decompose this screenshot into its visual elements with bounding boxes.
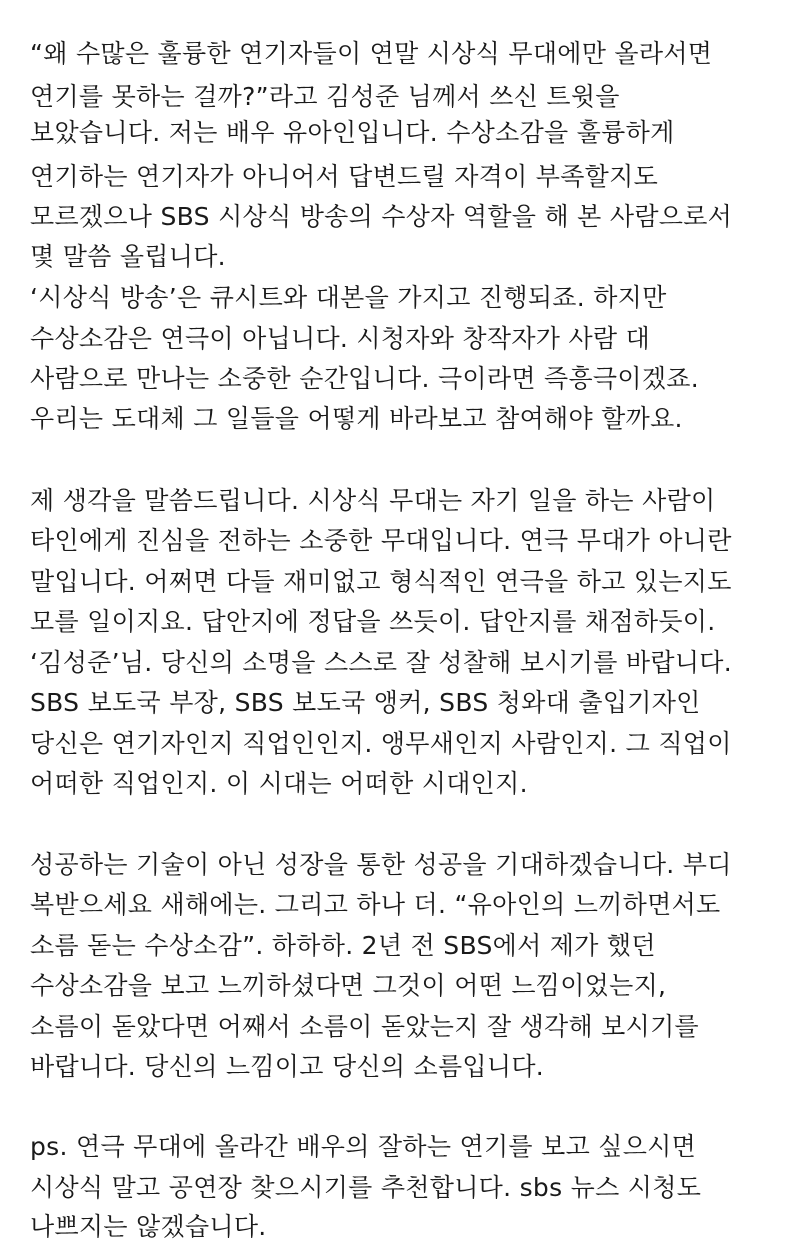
- text-line: 소름 돋는 수상소감”. 하하하. 2년 전 SBS에서 제가 했던: [30, 931, 656, 960]
- text-line: 모르겠으나 SBS 시상식 방송의 수상자 역할을 해 본 사람으로서: [30, 202, 733, 231]
- text-line: 몇 말씀 올립니다.: [30, 242, 226, 271]
- text-line: 보았습니다. 저는 배우 유아인입니다. 수상소감을 훌륭하게: [30, 118, 675, 147]
- text-line: ‘김성준’님. 당신의 소명을 스스로 잘 성찰해 보시기를 바랍니다.: [30, 648, 732, 677]
- text-line: 타인에게 진심을 전하는 소중한 무대입니다. 연극 무대가 아니란: [30, 526, 732, 555]
- text-line: 사람으로 만나는 소중한 순간입니다. 극이라면 즉흥극이겠죠.: [30, 364, 699, 393]
- text-line: “왜 수많은 훌륭한 연기자들이 연말 시상식 무대에만 올라서면: [30, 39, 713, 68]
- text-line: 말입니다. 어쩌면 다들 재미없고 형식적인 연극을 하고 있는지도: [30, 567, 732, 596]
- text-line: 수상소감을 보고 느끼하셨다면 그것이 어떤 느낌이었는지,: [30, 971, 667, 1000]
- text-line: 수상소감은 연극이 아닙니다. 시청자와 창작자가 사람 대: [30, 324, 651, 353]
- text-line: 어떠한 직업인지. 이 시대는 어떠한 시대인지.: [30, 769, 528, 798]
- text-line: 바랍니다. 당신의 느낌이고 당신의 소름입니다.: [30, 1052, 545, 1081]
- text-line: 시상식 말고 공연장 찾으시기를 추천합니다. sbs 뉴스 시청도: [30, 1173, 702, 1202]
- text-line: SBS 보도국 부장, SBS 보도국 앵커, SBS 청와대 출입기자인: [30, 688, 701, 717]
- text-line: 제 생각을 말씀드립니다. 시상식 무대는 자기 일을 하는 사람이: [30, 486, 716, 515]
- text-line: 연기하는 연기자가 아니어서 답변드릴 자격이 부족할지도: [30, 162, 659, 191]
- text-line: 성공하는 기술이 아닌 성장을 통한 성공을 기대하겠습니다. 부디: [30, 850, 732, 879]
- text-line: 나쁘지는 않겠습니다.: [30, 1212, 267, 1241]
- text-line: ps. 연극 무대에 올라간 배우의 잘하는 연기를 보고 싶으시면: [30, 1132, 697, 1161]
- text-line: 당신은 연기자인지 직업인인지. 앵무새인지 사람인지. 그 직업이: [30, 729, 732, 758]
- text-line: 소름이 돋았다면 어째서 소름이 돋았는지 잘 생각해 보시기를: [30, 1012, 699, 1041]
- text-line: 우리는 도대체 그 일들을 어떻게 바라보고 참여해야 할까요.: [30, 404, 683, 433]
- text-line: 모를 일이지요. 답안지에 정답을 쓰듯이. 답안지를 채점하듯이.: [30, 607, 716, 636]
- text-line: 복받으세요 새해에는. 그리고 하나 더. “유아인의 느끼하면서도: [30, 890, 721, 919]
- text-line: ‘시상식 방송’은 큐시트와 대본을 가지고 진행되죠. 하지만: [30, 283, 667, 312]
- text-line: 연기를 못하는 걸까?”라고 김성준 님께서 쓰신 트윗을: [30, 82, 620, 111]
